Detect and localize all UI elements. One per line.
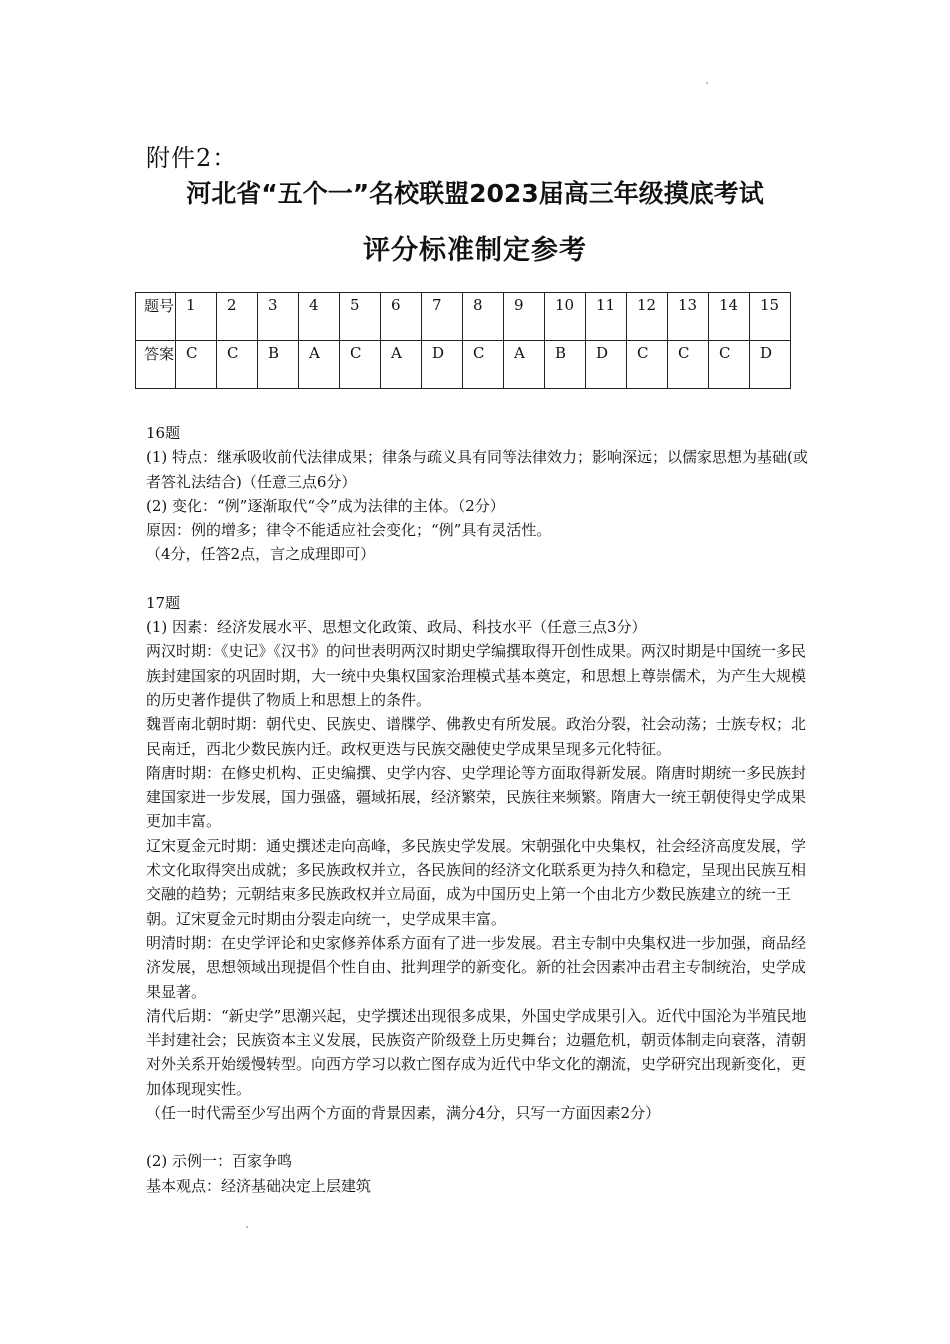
- row-label-number: 题号: [136, 293, 176, 341]
- answer-cell: A: [299, 341, 340, 389]
- number-cell: 5: [340, 293, 381, 341]
- question-16-section: [146, 421, 816, 567]
- q17-han-period: 两汉时期：《史记》《汉书》的问世表明两汉时期史学编撰取得开创性成果。两汉时期是中国统一多民族封建国家的巩固时期，大一统中央集权国家治理模式基本奠定，和思想上尊崇儒术，为产生大规模的历史著作提供了物质上和思想上的条件。: [146, 642, 807, 709]
- q17-wei-jin-period: 魏晋南北朝时期：朝代史、民族史、谱牒学、佛教史有所发展。政治分裂，社会动荡；士族专权；北民南迁，西北少数民族内迁。政权更迭与民族交融使史学成果呈现多元化特征。: [146, 715, 807, 758]
- q17-basic-view: 基本观点：经济基础决定上层建筑: [146, 1176, 372, 1195]
- number-cell: 13: [668, 293, 709, 341]
- answer-table: [135, 292, 791, 389]
- spacer: [146, 1125, 816, 1149]
- number-cell: 6: [381, 293, 422, 341]
- question-number-row: [136, 293, 791, 341]
- q16-reason: 原因：例的增多；律令不能适应社会变化；“例”具有灵活性。: [146, 521, 552, 540]
- answer-cell: C: [463, 341, 504, 389]
- number-cell: 2: [217, 293, 258, 341]
- answer-cell: C: [176, 341, 217, 389]
- answer-cell: D: [750, 341, 791, 389]
- number-cell: 15: [750, 293, 791, 341]
- number-cell: 1: [176, 293, 217, 341]
- answer-cell: D: [586, 341, 627, 389]
- number-cell: 10: [545, 293, 586, 341]
- row-label-answer: 答案: [136, 341, 176, 389]
- q17-factors: (1) 因素：经济发展水平、思想文化政策、政局、科技水平（任意三点3分）: [146, 618, 647, 637]
- q17-late-qing-period: 清代后期：“新史学”思潮兴起，史学撰述出现很多成果，外国史学成果引入。近代中国沦为半殖民地半封建社会；民族资本主义发展，民族资产阶级登上历史舞台；边疆危机，朝贡体制走向衰落，清朝对外关系开始缓慢转型。向西方学习以救亡图存成为近代中华文化的潮流，史学研究出现新变化，更加体现现实性。: [146, 1006, 807, 1098]
- answer-cell: B: [258, 341, 299, 389]
- q16-heading: 16题: [146, 424, 181, 442]
- number-cell: 11: [586, 293, 627, 341]
- answer-cell: C: [340, 341, 381, 389]
- q17-sui-tang-period: 隋唐时期：在修史机构、正史编撰、史学内容、史学理论等方面取得新发展。隋唐时期统一多民族封建国家进一步发展，国力强盛，疆域拓展，经济繁荣，民族往来频繁。隋唐大一统王朝使得史学成果更加丰富。: [146, 763, 807, 831]
- answer-cell: C: [627, 341, 668, 389]
- answer-cell: A: [381, 341, 422, 389]
- number-cell: 8: [463, 293, 504, 341]
- answer-body: [146, 421, 816, 1198]
- q17-liao-song-period: 辽宋夏金元时期：通史撰述走向高峰，多民族史学发展。宋朝强化中央集权，社会经济高度发展，学术文化取得突出成就；多民族政权并立，各民族间的经济文化联系更为持久和稳定，呈现出民族互相交融的趋势；元朝结束多民族政权并立局面，成为中国历史上第一个由北方少数民族建立的统一王朝。辽宋夏金元时期由分裂走向统一，史学成果丰富。: [146, 836, 807, 928]
- document-subtitle: 评分标准制定参考: [363, 235, 587, 266]
- q16-part1: (1) 特点：继承吸收前代法律成果；律条与疏义具有同等法律效力；影响深远；以儒家思想为基础(或者答礼法结合)（任意三点6分）: [146, 448, 808, 491]
- attachment-label: 附件2：: [146, 144, 238, 172]
- answer-cell: B: [545, 341, 586, 389]
- number-cell: 4: [299, 293, 340, 341]
- q16-scoring-note: （4分，任答2点，言之成理即可）: [146, 545, 376, 564]
- number-cell: 12: [627, 293, 668, 341]
- number-cell: 14: [709, 293, 750, 341]
- speck-mark: [246, 1226, 248, 1228]
- q17-scoring-note: （任一时代需至少写出两个方面的背景因素，满分4分，只写一方面因素2分）: [146, 1104, 661, 1123]
- answer-cell: C: [668, 341, 709, 389]
- answer-cell: A: [504, 341, 545, 389]
- spacer: [146, 567, 816, 591]
- number-cell: 9: [504, 293, 545, 341]
- answer-cell: D: [422, 341, 463, 389]
- question-17-section: [146, 591, 816, 1198]
- answer-row: [136, 341, 791, 389]
- number-cell: 7: [422, 293, 463, 341]
- q17-part2-example: (2) 示例一：百家争鸣: [146, 1152, 293, 1171]
- speck-mark: [706, 82, 708, 84]
- answer-cell: C: [709, 341, 750, 389]
- q17-heading: 17题: [146, 593, 181, 612]
- answer-cell: C: [217, 341, 258, 389]
- q16-part2: (2) 变化：“例”逐渐取代“令”成为法律的主体。（2分）: [146, 496, 505, 515]
- q17-ming-qing-period: 明清时期：在史学评论和史家修养体系方面有了进一步发展。君主专制中央集权进一步加强，商品经济发展，思想领域出现提倡个性自由、批判理学的新变化。新的社会因素冲击君主专制统治，史学成果显著。: [146, 933, 807, 1001]
- number-cell: 3: [258, 293, 299, 341]
- document-title: 河北省“五个一”名校联盟2023届高三年级摸底考试: [186, 179, 764, 208]
